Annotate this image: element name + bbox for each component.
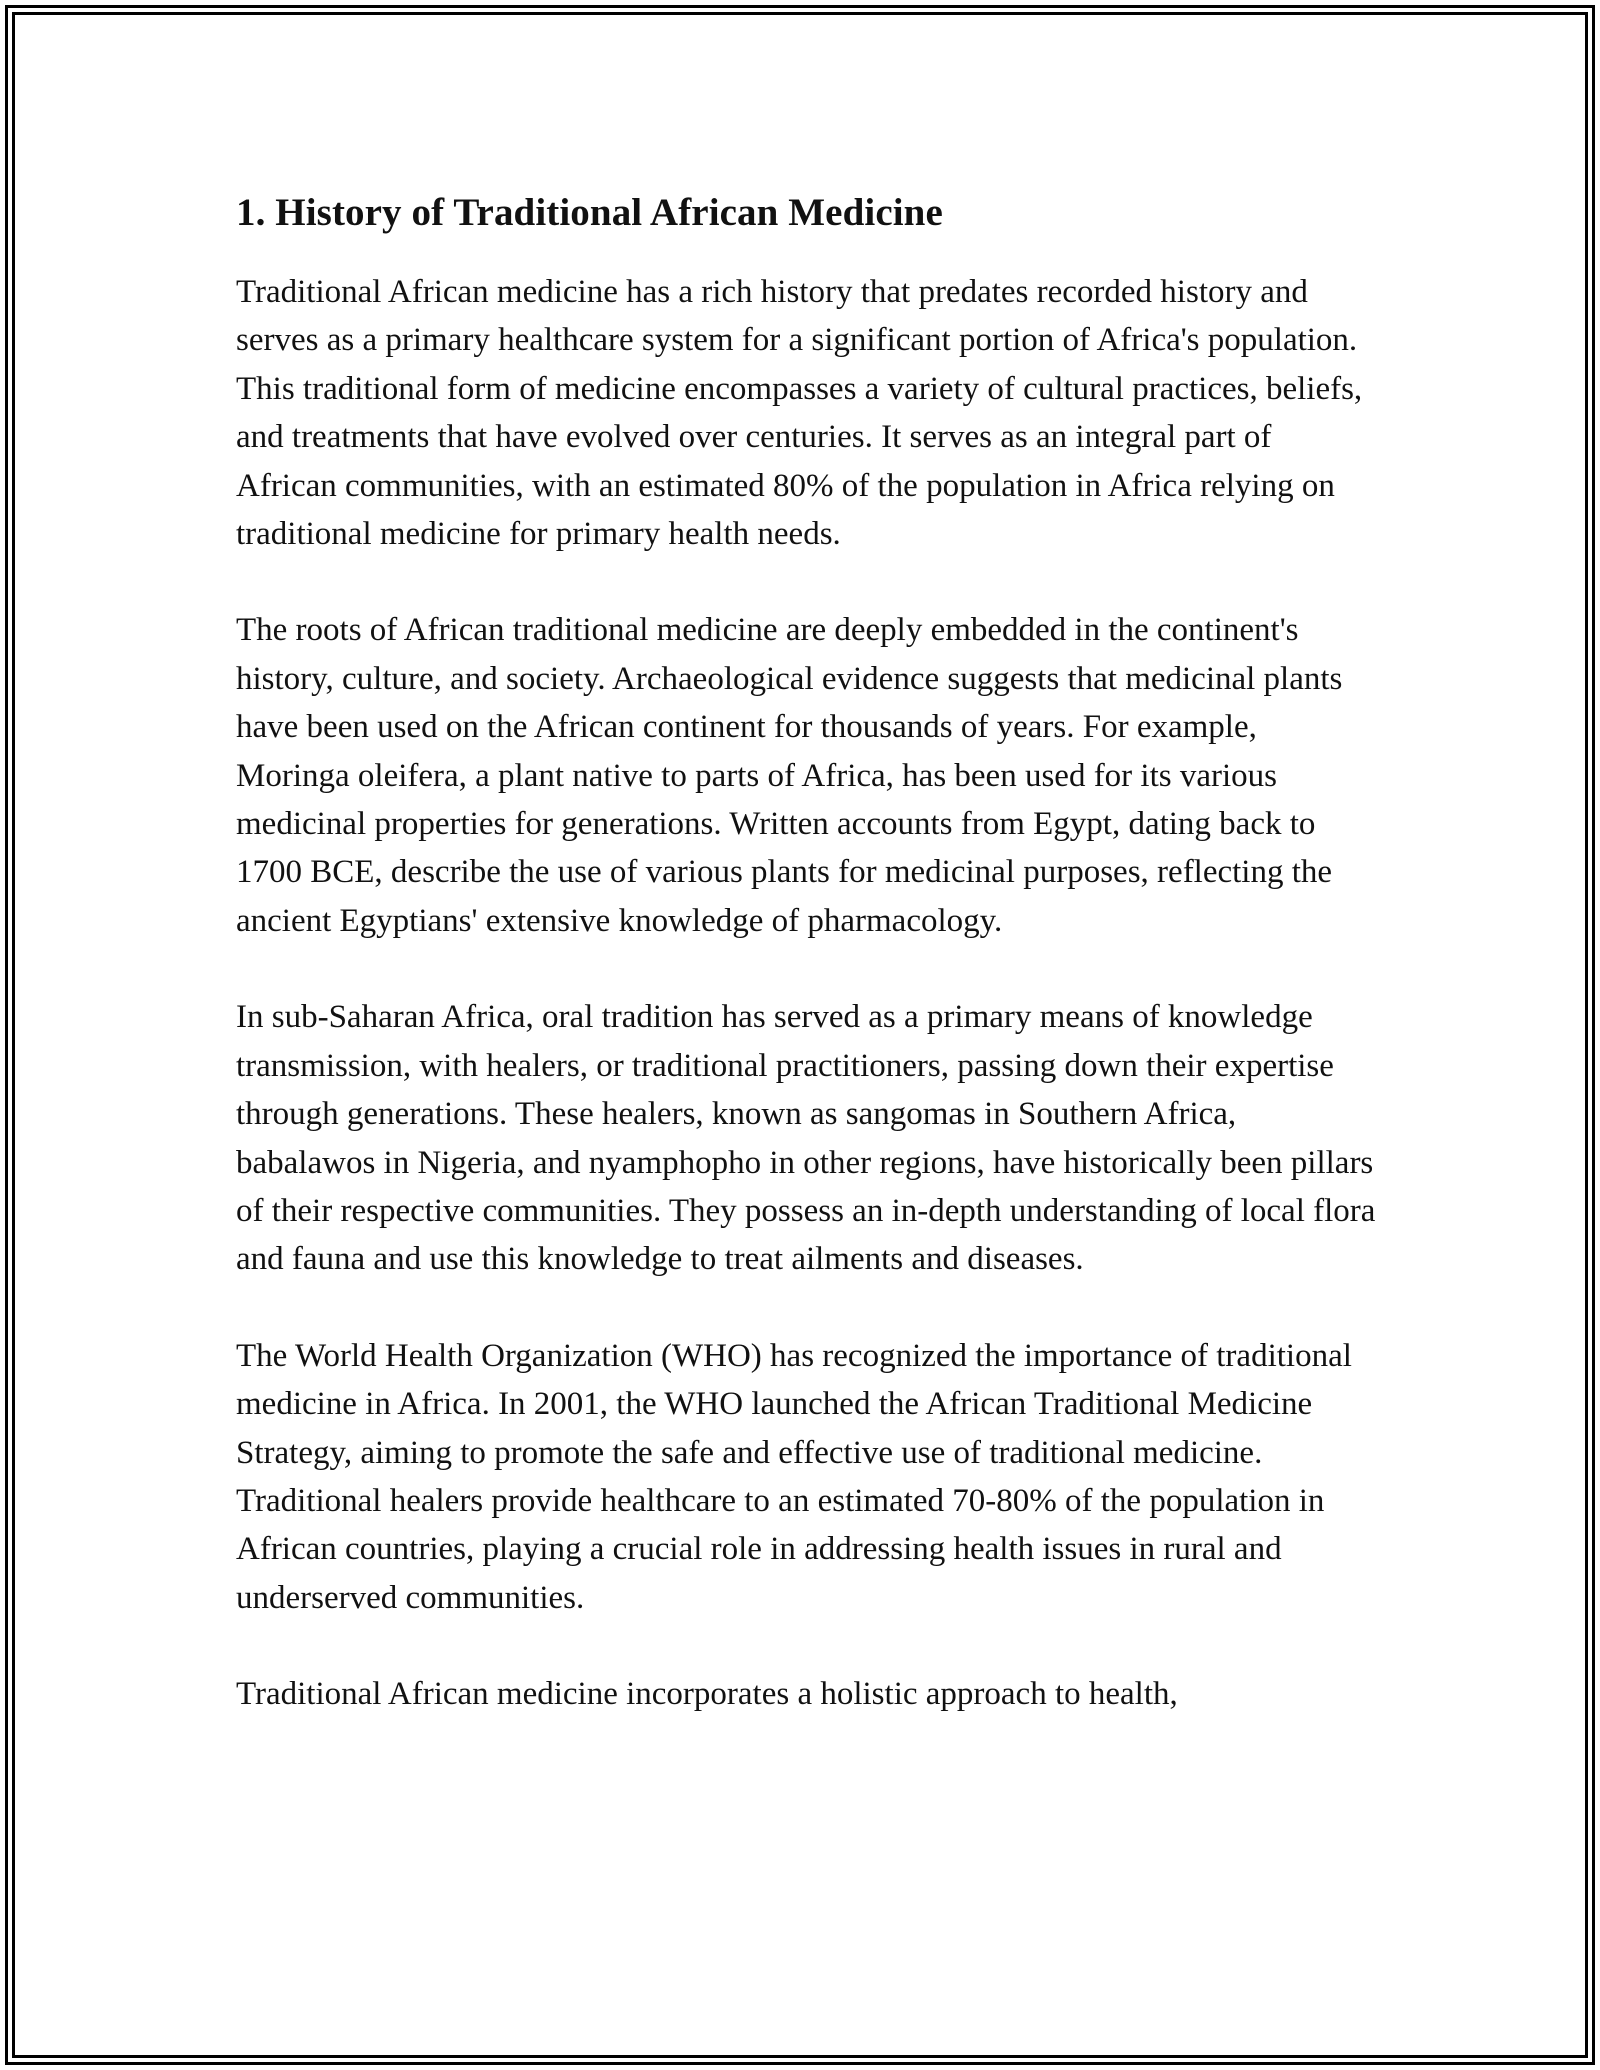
paragraph-roots: The roots of African traditional medicine are deeply embedded in the continent's history, culture, and society. Archaeological evidence suggests that medicinal plants have been used on the African continent for thousands of years. For example, Moringa oleifera, a plant native to parts of Africa, has been used for its various medicinal properties for generations. Written accounts from Egypt, dating back to 1700 BCE, describe the use of various plants for medicinal purposes, reflecting the ancient Egyptians' extensive knowledge of pharmacology. [236,612,1343,939]
paragraph-holistic-approach: Traditional African medicine incorporates a holistic approach to health, [236,1676,1178,1713]
paragraph-who-recognition: The World Health Organization (WHO) has recognized the importance of traditional medicine in Africa. In 2001, the WHO launched the African Traditional Medicine Strategy, aiming to promote the safe and effective use of traditional medicine. Traditional healers provide healthcare to an estimated 70-80% of the population in African countries, playing a crucial role in addressing health issues in rural and underserved communities. [236,1337,1352,1616]
paragraph-oral-tradition: In sub-Saharan Africa, oral tradition has served as a primary means of knowledge transmission, with healers, or traditional practitioners, passing down their expertise through generations. These healers, known as sangomas in Southern Africa, babalawos in Nigeria, and nyamphopho in other regions, have historically been pillars of their respective communities. They possess an in-depth understanding of local flora and fauna and use this knowledge to treat ailments and diseases. [236,999,1376,1278]
paragraph-history-overview: Traditional African medicine has a rich history that predates recorded history and serves as a primary healthcare system for a significant portion of Africa's population. This traditional form of medicine encompasses a variety of cultural practices, beliefs, and treatments that have evolved over centuries. It serves as an integral part of African communities, with an estimated 80% of the population in Africa relying on traditional medicine for primary health needs. [236,274,1363,553]
document-body [236,188,1376,1767]
section-heading: 1. History of Traditional African Medicine [236,191,943,234]
